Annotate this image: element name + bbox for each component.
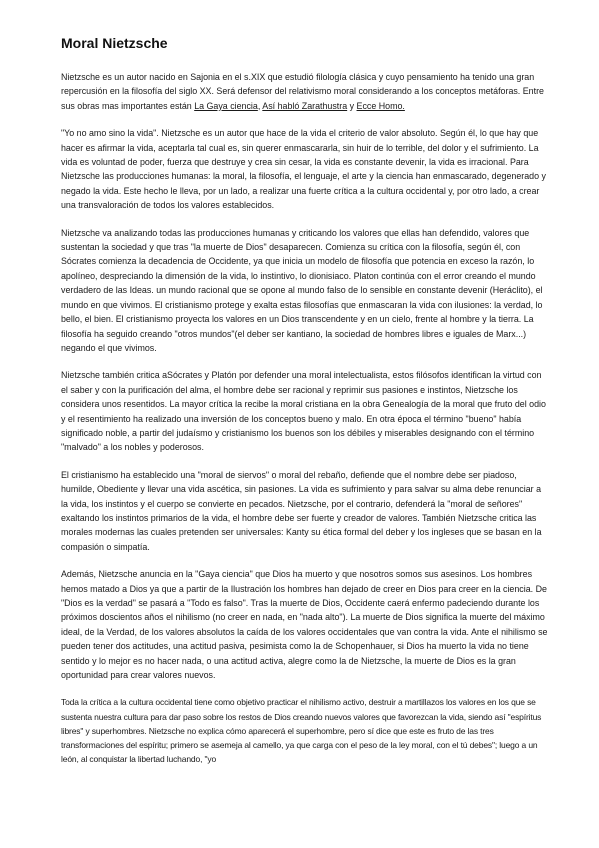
intro-separator: y [347,100,357,111]
body-paragraph: Nietzsche va analizando todas las producciones humanas y criticando los valores que ellas han defendido, valores que sustentan la sociedad y que tras "la muerte de Dios" desaparecen. Comienza su crítica con la filosofía, según él, con Sócrates comienza la decadencia de Occidente, ya que inicia un modelo de filosofía que potencia en exceso la razón, lo apolíneo, despreciando la dimensión de la vida, lo instintivo, lo dionisiaco. Platon continúa con el error creando el mundo verdadero de las Ideas. un mundo racional que se opone al mundo falso de lo sensible en constante devenir (Heráclito), el mundo en que vivimos. El cristianismo protege y exalta estas filosofías que enmascaran la vida con ilusiones: la verdad, lo bello, el bien. El cristianismo proyecta los valores en un Dios transcendente y en un cielo, frente al hombre y la tierra. La filosofía ha seguido creando "otros mundos"(el deber ser kantiano, la sociedad de hombres libres e iguales de Marx...) negando el que vivimos. [61,227,543,353]
book-link-ecce-homo[interactable]: Ecce Homo. [356,100,405,111]
document-title: Moral Nietzsche [61,35,168,51]
intro-paragraph [61,70,549,113]
body-paragraph: Nietzsche también critica aSócrates y Platón por defender una moral intelectualista, estos filósofos identifican la virtud con el saber y con la purificación del alma, el hombre debe ser racional y reprimir sus pasiones e instintos, Nietzsche los considera unos resentidos. La mayor crítica la recibe la moral cristiana en la obra Genealogía de la moral que fruto del odio y el resentimiento ha realizado una inversión de los conceptos bueno y malo. En otra época el término "bueno" había significado noble, a partir del judaísmo y cristianismo los buenos son los débiles y miserables designando con el término "malvado" a los nobles y poderosos. [61,370,546,453]
body-paragraph: "Yo no amo sino la vida". Nietzsche es un autor que hace de la vida el criterio de valor absoluto. Según él, lo que hay que hacer es afirmar la vida, aceptarla tal cual es, sin querer enmascararla, sin huir de lo terrible, del dolor y el sufrimiento. La vida es voluntad de poder, fuerza que destruye y crea sin cesar, la vida es constante devenir, la vida es irracional. Para Nietzsche las producciones humanas: la moral, la filosofía, el lenguaje, el arte y la ciencia han enmascarado, degenerado y negado la vida. Este hecho le lleva, por un lado, a realizar una fuerte crítica a la cultura occidental y, por otro lado, a crear una transvaloración de todos los valores establecidos. [61,128,546,211]
intro-text: Nietzsche es un autor nacido en Sajonia en el s.XIX que estudió filología clásica y cuyo pensamiento ha tenido una gran repercusión en la filosofía del siglo XX. Será defensor del relativismo moral considerando a los conceptos metáforas. Entre sus obras mas importantes están [61,72,544,111]
book-link-zarathustra[interactable]: Así habló Zarathustra [262,100,348,111]
book-link-gaya-ciencia[interactable]: La Gaya ciencia [194,100,258,111]
body-paragraph: Toda la crítica a la cultura occidental tiene como objetivo practicar el nihilismo activo, destruir a martillazos los valores en los que se sustenta nuestra cultura para dar paso sobre los restos de Dios creando nuevos valores que favorezcan la vida, siendo así "espíritus libres" y superhombres. Nietzsche no explica cómo aparecerá el superhombre, pero sí dice que este es fruto de las tres transformaciones del espíritu; primero se asemeja al camello, ya que carga con el peso de la ley moral, con el tú debes"; luego a un león, al conquistar la libertad luchando, "yo [61,697,542,765]
intro-separator: , [257,100,263,111]
body-paragraph: El cristianismo ha establecido una "moral de siervos" o moral del rebaño, defiende que el nombre debe ser piadoso, humilde, Obediente y llevar una vida ascética, sin pasiones. La vida es sufrimiento y para salvar su alma debe renunciar a la vida, los instintos y el cuerpo se convierte en pecados. Nietzsche, por el contrario, defenderá la "moral de señores" exaltando los instintos primarios de la vida, el hombre debe ser fuerte y creador de valores. También Nietzsche critica las morales modernas las cuales pretenden ser universales: Kanty su ética formal del deber y los ingleses que se basan en la compasión o simpatía. [61,469,542,552]
body-paragraph: Además, Nietzsche anuncia en la "Gaya ciencia" que Dios ha muerto y que nosotros somos sus asesinos. Los hombres hemos matado a Dios ya que a partir de la Ilustración los hombres han dejado de creer en Dios para creer en la ciencia. De "Dios es la verdad" se pasará a "Todo es falso". Tras la muerte de Dios, Occidente caerá enfermo padeciendo durante los próximos doscientos años el nihilismo (no creer en nada, en "nada alto"). La muerte de Dios significa la muerte del máximo ideal, de la Verdad, de los valores absolutos la caída de los valores occidentales que van contra la vida. Ante el nihilismo se pueden tener dos actitudes, una actitud pasiva, pesimista como la de Schopenhauer, si Dios ha muerto la vida no tiene sentido y lo mejor es no hacer nada, o una actitud activa, alegre como la de Nietzsche, la muerte de Dios es la gran oportunidad para crear valores nuevos. [61,569,548,681]
